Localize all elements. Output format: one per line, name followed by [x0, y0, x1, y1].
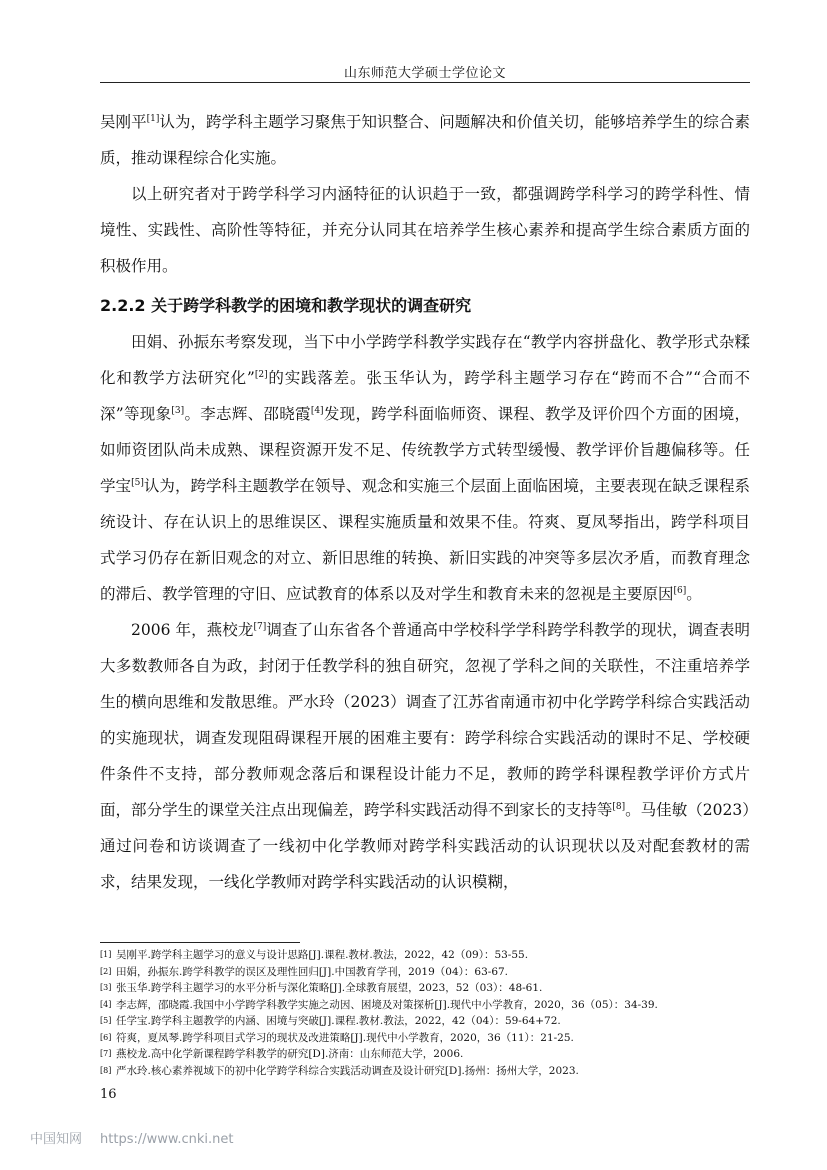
- section-heading: 2.2.2 关于跨学科教学的困境和教学现状的调查研究: [100, 296, 472, 315]
- footnote-text: 严水玲.核心素养视域下的初中化学跨学科综合实践活动调查及设计研究[D].扬州：扬州大学，2023.: [116, 1064, 579, 1077]
- footnote-number: [5]: [100, 1016, 112, 1025]
- paragraph-4-text-a: 2006 年，燕校龙: [131, 621, 254, 639]
- footnote-item: [100, 997, 790, 1014]
- footnote-number: [3]: [100, 983, 112, 992]
- footnote-item: [100, 1063, 790, 1080]
- footnote-text: 吴刚平.跨学科主题学习的意义与设计思路[J].课程.教材.教法，2022，42（09）：53-55.: [116, 949, 529, 961]
- paragraph-4-text-c: 。马佳敏（2023）通过问卷和访谈调查了一线初中化学教师对跨学科实践活动的认识现状以及对配套教材的需求，结果发现，一线化学教师对跨学科实践活动的认识模糊，: [100, 801, 750, 891]
- footnote-number: [6]: [100, 1032, 112, 1042]
- footnote-text: 任学宝.跨学科主题教学的内涵、困境与突破[J].课程.教材.教法，2022，42（04）：59-64+72.: [116, 1015, 561, 1027]
- citation-ref-5[interactable]: [5]: [131, 477, 144, 488]
- footnote-number: [4]: [100, 999, 112, 1009]
- citation-ref-6[interactable]: [6]: [673, 585, 687, 596]
- footnote-text: 李志辉，邵晓霞.我国中小学跨学科教学实施之动因、困境及对策探析[J].现代中小学教育，2020，36（05）：34-39.: [116, 998, 658, 1011]
- paragraph-3-text-a: 田娟、孙振东考察发现，当下中小学跨学科教学实践存在“教学内容拼盘化、教学形式杂糅化和教学方法研究化”: [100, 333, 750, 387]
- running-header: 山东师范大学硕士学位论文: [343, 66, 506, 81]
- footnote-text: 燕校龙.高中化学新课程跨学科教学的研究[D].济南：山东师范大学，2006.: [116, 1048, 464, 1060]
- paragraph-1-text-a: 吴刚平: [100, 113, 147, 131]
- citation-ref-3[interactable]: [3]: [171, 405, 185, 416]
- paragraph-1: [100, 104, 750, 176]
- footnote-item: [100, 964, 790, 981]
- main-text: [100, 104, 750, 900]
- paragraph-3-text-f: 。: [686, 585, 702, 603]
- citation-ref-1[interactable]: [1]: [146, 113, 160, 124]
- footnote-item: [100, 947, 790, 964]
- paragraph-3-text-c: 。李志辉、邵晓霞: [184, 405, 311, 423]
- footnote-divider: [100, 942, 300, 943]
- footnote-number: [8]: [100, 1065, 112, 1075]
- cnki-watermark: [30, 1128, 251, 1147]
- header-divider: [100, 82, 750, 83]
- paragraph-3-text-e: 认为，跨学科主题教学在领导、观念和实施三个层面上面临困境，主要表现在缺乏课程系统设计、存在认识上的思维误区、课程实施质量和效果不佳。符爽、夏凤琴指出，跨学科项目式学习仍存在新旧观念的对立、新旧思维的转换、新旧实践的冲突等多层次矛盾，而教育理念的滞后、教学管理的守旧、应试教育的体系以及对学生和教育未来的忽视是主要原因: [100, 477, 750, 603]
- paragraph-4-text-b: 调查了山东省各个普通高中学校科学学科跨学科教学的现状，调查表明大多数教师各自为政，封闭于任教学科的独自研究，忽视了学科之间的关联性，不注重培养学生的横向思维和发散思维。严水玲（2023）调查了江苏省南通市初中化学跨学科综合实践活动的实施现状，调查发现阻碍课程开展的困难主要有：跨学科综合实践活动的课时不足、学校硬件条件不支持，部分教师观念落后和课程设计能力不足，教师的跨学科课程教学评价方式片面，部分学生的课堂关注点出现偏差，跨学科实践活动得不到家长的支持等: [100, 621, 750, 819]
- citation-ref-8[interactable]: [8]: [612, 801, 626, 812]
- paragraph-2: 以上研究者对于跨学科学习内涵特征的认识趋于一致，都强调跨学科学习的跨学科性、情境性、实践性、高阶性等特征，并充分认同其在培养学生核心素养和提高学生综合素质方面的积极作用。: [100, 185, 750, 275]
- footnote-text: 符爽，夏凤琴.跨学科项目式学习的现状及改进策略[J].现代中小学教育，2020，36（11）：21-25.: [116, 1031, 574, 1044]
- footnote-text: 张玉华.跨学科主题学习的水平分析与深化策略[J].全球教育展望，2023，52（03）：48-61.: [116, 982, 543, 994]
- footnote-number: [7]: [100, 1049, 112, 1058]
- footnote-number: [2]: [100, 966, 112, 976]
- citation-ref-2[interactable]: [2]: [254, 369, 268, 380]
- paragraph-3: [100, 324, 750, 612]
- citation-ref-4[interactable]: [4]: [310, 405, 324, 416]
- watermark-brand: 中国知网: [30, 1132, 83, 1147]
- footnote-item: [100, 1046, 790, 1063]
- paragraph-3-text-b: 的实践落差。张玉华认为，跨学科主题学习存在“跨而不合”“合而不深”等现象: [100, 369, 750, 423]
- footnote-item: [100, 1013, 790, 1030]
- watermark-url[interactable]: https://www.cnki.net: [100, 1132, 234, 1147]
- footnotes: [100, 947, 790, 1079]
- page-number: 16: [100, 1087, 117, 1102]
- footnote-item: [100, 1030, 790, 1047]
- footnote-number: [1]: [100, 950, 112, 959]
- paragraph-3-text-d: 发现，跨学科面临师资、课程、教学及评价四个方面的困境，如师资团队尚未成熟、课程资源开发不足、传统教学方式转型缓慢、教学评价旨趣偏移等。任学宝: [100, 405, 750, 495]
- paragraph-4: [100, 612, 750, 900]
- paragraph-1-text-b: 认为，跨学科主题学习聚焦于知识整合、问题解决和价值关切，能够培养学生的综合素质，推动课程综合化实施。: [100, 113, 750, 167]
- footnote-text: 田娟，孙振东.跨学科教学的误区及理性回归[J].中国教育学刊，2019（04）：63-67.: [116, 965, 509, 978]
- citation-ref-7[interactable]: [7]: [253, 621, 267, 632]
- footnote-item: [100, 980, 790, 997]
